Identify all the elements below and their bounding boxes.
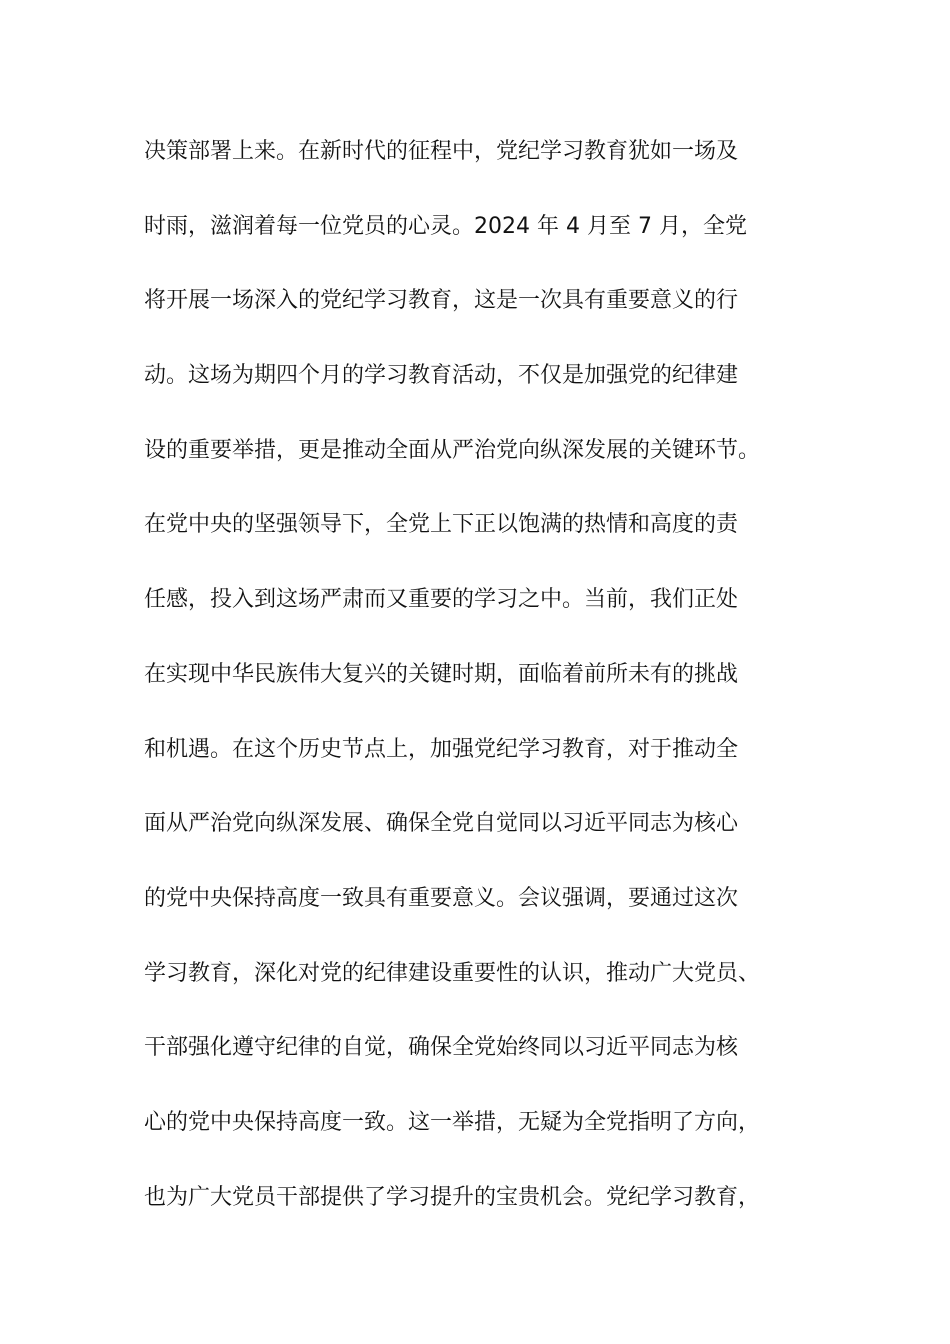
text-line-8: 在实现中华民族伟大复兴的关键时期，面临着前所未有的挑战 — [144, 661, 739, 687]
text-line-2: 时雨，滋润着每一位党员的心灵。2024 年 4 月至 7 月，全党 — [144, 213, 747, 239]
body-paragraph — [144, 130, 834, 1250]
text-line-12: 学习教育，深化对党的纪律建设重要性的认识，推动广大党员、 — [144, 960, 761, 986]
text-line-6: 在党中央的坚强领导下，全党上下正以饱满的热情和高度的责 — [144, 512, 739, 538]
text-line-9: 和机遇。在这个历史节点上，加强党纪学习教育，对于推动全 — [144, 736, 739, 762]
text-line-3: 将开展一场深入的党纪学习教育，这是一次具有重要意义的行 — [144, 288, 739, 314]
text-line-4: 动。这场为期四个月的学习教育活动，不仅是加强党的纪律建 — [144, 363, 739, 389]
text-line-5: 设的重要举措，更是推动全面从严治党向纵深发展的关键环节。 — [144, 437, 761, 463]
text-line-1: 决策部署上来。在新时代的征程中，党纪学习教育犹如一场及 — [144, 139, 739, 164]
text-line-10: 面从严治党向纵深发展、确保全党自觉同以习近平同志为核心 — [144, 811, 739, 837]
text-line-14: 心的党中央保持高度一致。这一举措，无疑为全党指明了方向， — [144, 1109, 761, 1135]
text-line-15: 也为广大党员干部提供了学习提升的宝贵机会。党纪学习教育， — [144, 1184, 761, 1210]
text-line-11: 的党中央保持高度一致具有重要意义。会议强调，要通过这次 — [144, 885, 739, 911]
text-line-7: 任感，投入到这场严肃而又重要的学习之中。当前，我们正处 — [144, 587, 739, 613]
text-line-13: 干部强化遵守纪律的自觉，确保全党始终同以习近平同志为核 — [144, 1035, 739, 1061]
